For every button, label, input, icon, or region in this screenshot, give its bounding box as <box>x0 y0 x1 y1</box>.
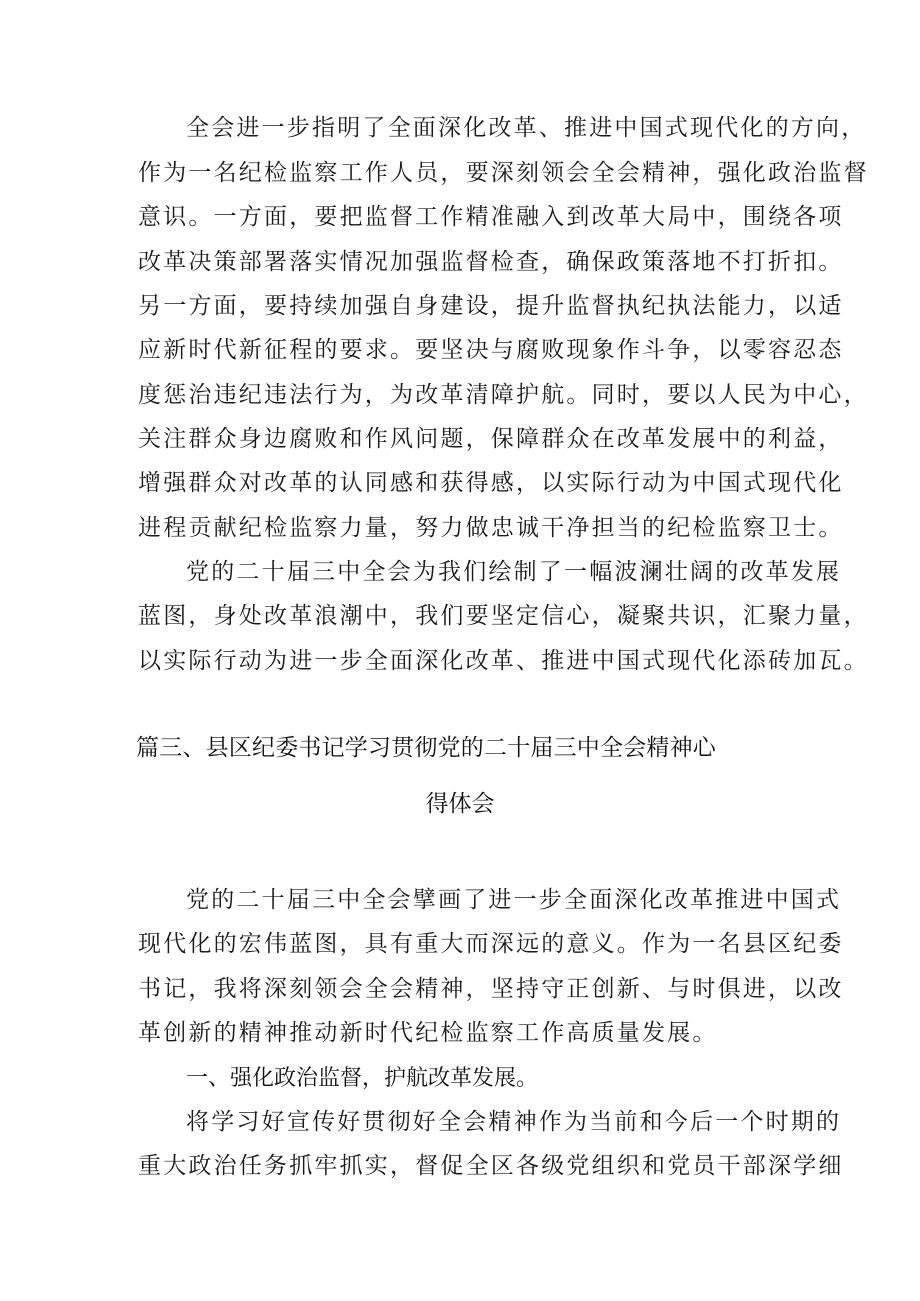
paragraph-line: 重大政治任务抓牢抓实，督促全区各级党组织和党员干部深学细 <box>138 1153 844 1179</box>
paragraph-line: 应新时代新征程的要求。要坚决与腐败现象作斗争，以零容忍态 <box>138 337 844 363</box>
paragraph-line: 关注群众身边腐败和作风问题，保障群众在改革发展中的利益， <box>138 426 844 452</box>
paragraph-line: 度惩治违纪违法行为，为改革清障护航。同时，要以人民为中心， <box>138 382 869 408</box>
paragraph-line: 蓝图，身处改革浪潮中，我们要坚定信心，凝聚共识，汇聚力量， <box>138 603 869 629</box>
paragraph-line: 党的二十届三中全会为我们绘制了一幅波澜壮阔的改革发展 <box>186 559 842 585</box>
paragraph-line: 增强群众对改革的认同感和获得感，以实际行动为中国式现代化 <box>138 470 844 496</box>
section-title-continued: 得体会 <box>425 791 495 817</box>
paragraph-line: 革创新的精神推动新时代纪检监察工作高质量发展。 <box>138 1020 718 1046</box>
paragraph-line: 现代化的宏伟蓝图，具有重大而深远的意义。作为一名县区纪委 <box>138 931 844 957</box>
paragraph-line: 书记，我将深刻领会全会精神，坚持守正创新、与时俱进，以改 <box>138 976 844 1002</box>
paragraph-line: 另一方面，要持续加强自身建设，提升监督执纪执法能力，以适 <box>138 293 844 319</box>
paragraph-line: 意识。一方面，要把监督工作精准融入到改革大局中，围绕各项 <box>138 204 844 230</box>
paragraph-line: 全会进一步指明了全面深化改革、推进中国式现代化的方向， <box>186 115 867 141</box>
subheading: 一、强化政治监督，护航改革发展。 <box>186 1066 539 1091</box>
paragraph-line: 进程贡献纪检监察力量，努力做忠诚干净担当的纪检监察卫士。 <box>138 515 844 541</box>
section-title: 篇三、县区纪委书记学习贯彻党的二十届三中全会精神心 <box>136 735 716 761</box>
paragraph-line: 以实际行动为进一步全面深化改革、推进中国式现代化添砖加瓦。 <box>138 648 869 674</box>
paragraph-line: 党的二十届三中全会擘画了进一步全面深化改革推进中国式 <box>186 887 842 913</box>
paragraph-line: 改革决策部署落实情况加强监督检查，确保政策落地不打折扣。 <box>138 249 844 275</box>
paragraph-line: 将学习好宣传好贯彻好全会精神作为当前和今后一个时期的 <box>186 1109 842 1135</box>
paragraph-line: 作为一名纪检监察工作人员，要深刻领会全会精神，强化政治监督 <box>138 160 869 186</box>
